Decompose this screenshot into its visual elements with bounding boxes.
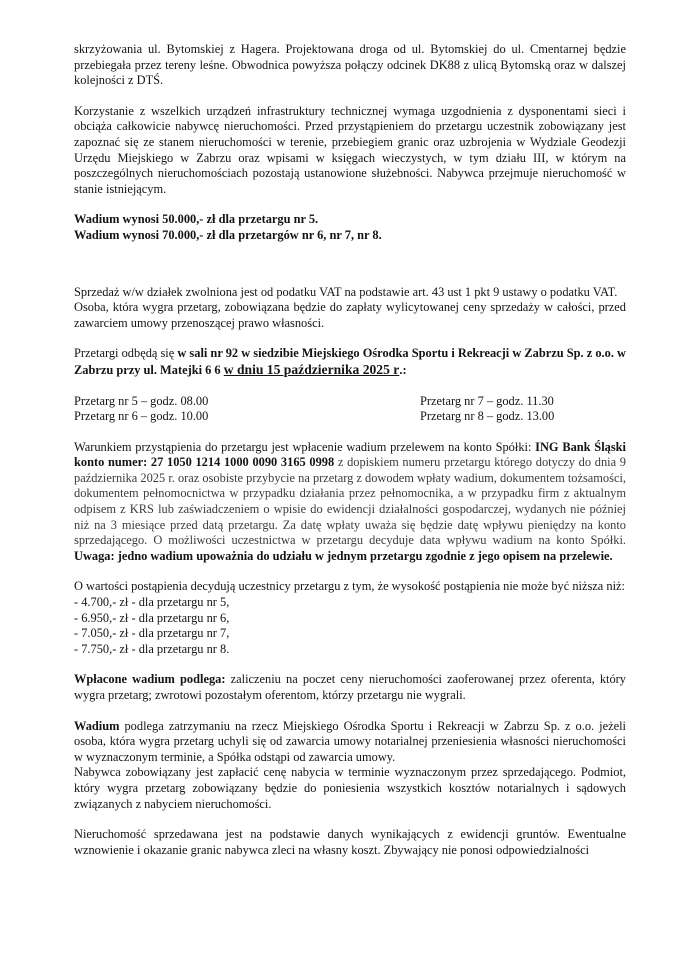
list-item: - 7.750,- zł - dla przetargu nr 8.: [74, 641, 230, 656]
forfeit-block: [74, 719, 626, 813]
schedule-item: Przetarg nr 6 – godz. 10.00: [74, 409, 209, 424]
schedule-item: Przetarg nr 7 – godz. 11.30: [420, 393, 554, 408]
increment-block: [74, 579, 626, 657]
paid-deposit-paragraph: [74, 672, 626, 703]
forfeit-text: podlega zatrzymaniu na rzecz Miejskiego Ośrodka Sportu i Rekreacji w Zabrzu Sp. z o.o. jeżeli osoba, która wygra przetarg uchyli się od zawarcia umowy notarialnej przeniesienia własności nieruchomości w wyznaczonym terminie, a Spółka odstąpi od zawarcia umowy.: [74, 718, 626, 764]
paragraph-route: skrzyżowania ul. Bytomskiej z Hagera. Projektowana droga od ul. Bytomskiej do ul. Cmentarnej będzie przebiegała przez tereny leśne. Obwodnica powyższa połączy odcinek DK88 z ulicą Bytomską oraz w dalszej kolejności z DTŚ.: [74, 42, 626, 88]
venue-end: .:: [399, 362, 407, 377]
paragraph-infrastructure: Korzystanie z wszelkich urządzeń infrastruktury technicznej wymaga uzgodnienia z dysponentami sieci i obciąża całkowicie nabywcę nieruchomości. Przed przystąpieniem do przetargu uczestnik zobowiązany jest zapoznać się ze stanem nieruchomości w terenie, przebiegiem granic oraz uzbrojenia w Wydziale Geodezji Urzędu Miejskiego w Zabrzu oraz wpisami w księgach wieczystych, w tym działu III, w którym na poszczególnych nieruchomościach pozostają ustanowione służebności. Nabywca przejmuje nieruchomość w stanie istniejącym.: [74, 103, 626, 196]
venue-lead: Przetargi odbędą się: [74, 346, 175, 361]
deposit-paragraph: [74, 440, 626, 565]
spacer: [74, 259, 626, 285]
paid-label: Wpłacone wadium podlega:: [74, 672, 226, 687]
deposit-text-2: z dopiskiem numeru przetargu którego dotyczy do dnia 9 października 2025 r. oraz osobiste przybycie na przetarg z dowodem wpłaty wadium, dokumentem tożsamości, dokumentem pełnomocnictwa w przypadku działania przez pełnomocnika, a w przypadku firm z aktualnym odpisem z KRS lub zaświadczeniem o wpisie do ewidencji działalności gospodarczej, wydanych nie później niż na 3 miesiące przed datą przetargu. Za datę wpłaty uważa się będzie datę wpływu pieniędzy na konto sprzedającego. O możliwości uczestnictwa w przetargu decyduje data wpływu wadium na konto Spółki.: [74, 455, 626, 548]
final-paragraph: Nieruchomość sprzedawana jest na podstawie danych wynikających z ewidencji gruntów. Ewentualne wznowienie i okazanie granic nabywca zleci na własny koszt. Zbywający nie ponosi odpowiedzialności: [74, 827, 626, 857]
forfeit-paragraph: [74, 719, 626, 766]
deposit-text-1: Warunkiem przystąpienia do przetargu jest wpłacenie wadium przelewem na konto Spółki:: [74, 439, 532, 454]
forfeit-label: Wadium: [74, 718, 120, 733]
wadium-line-6-8: Wadium wynosi 70.000,- zł dla przetargów nr 6, nr 7, nr 8.: [74, 227, 382, 242]
venue-paragraph: [74, 346, 626, 378]
auction-schedule: [74, 394, 626, 425]
list-item: - 7.050,- zł - dla przetargu nr 7,: [74, 626, 230, 641]
venue-date: w dniu 15 października 2025 r: [223, 361, 400, 377]
bank-account: ING Bank Śląski konto numer: 27 1050 1214 1000 0090 3165 0998: [74, 439, 626, 470]
payment-text: Osoba, która wygra przetarg, zobowiązana będzie do zapłaty wylicytowanej ceny sprzedaży w całości, przed zawarciem umowy przenoszącej prawo własności.: [74, 300, 626, 330]
venue-place: w sali nr 92 w siedzibie Miejskiego Ośrodka Sportu i Rekreacji w Zabrzu Sp. z o.o. w Zabrzu przy ul. Matejki 6 6: [74, 346, 626, 377]
vat-block: [74, 285, 626, 332]
wadium-line-5: Wadium wynosi 50.000,- zł dla przetargu nr 5.: [74, 212, 319, 227]
schedule-item: Przetarg nr 5 – godz. 08.00: [74, 393, 209, 408]
deposit-note: Uwaga: jedno wadium upoważnia do udziału w jednym przetargu zgodnie z jego opisem na przelewie.: [74, 548, 613, 563]
paid-text: zaliczeniu na poczet ceny nieruchomości zaoferowanej przez oferenta, który wygra przetarg; zwrotowi pozostałym oferentom, którzy przetargu nie wygrali.: [74, 672, 626, 702]
document-page: [74, 42, 626, 858]
vat-text: Sprzedaż w/w działek zwolniona jest od podatku VAT na podstawie art. 43 ust 1 pkt 9 ustawy o podatku VAT.: [74, 284, 618, 299]
increment-list: [74, 595, 626, 657]
list-item: - 4.700,- zł - dla przetargu nr 5,: [74, 595, 230, 610]
buyer-obligation: Nabywca zobowiązany jest zapłacić cenę nabycia w terminie wyznaczonym przez sprzedającego. Podmiot, który wygra przetarg zobowiązany będzie do poniesienia wszystkich kosztów notarialnych i sądowych związanych z nabyciem nieruchomości.: [74, 765, 626, 811]
schedule-item: Przetarg nr 8 – godz. 13.00: [420, 409, 555, 424]
schedule-left: [74, 394, 344, 425]
wadium-block: [74, 212, 626, 243]
increment-intro: O wartości postąpienia decydują uczestnicy przetargu z tym, że wysokość postąpienia nie może być niższa niż:: [74, 579, 625, 594]
schedule-right: [420, 394, 626, 425]
list-item: - 6.950,- zł - dla przetargu nr 6,: [74, 610, 230, 625]
